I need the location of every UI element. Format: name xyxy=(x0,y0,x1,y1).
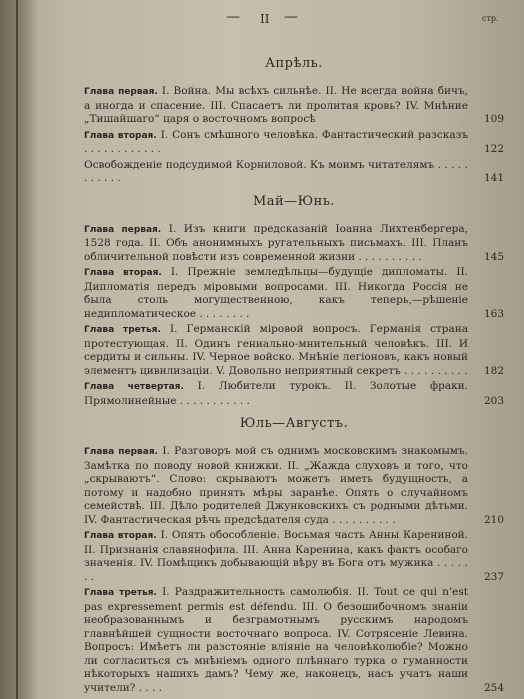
section-april xyxy=(84,56,504,186)
chapter-text: I. Сонъ смѣшного человѣка. Фантастический разсказъ . . . . . . . . . . . . xyxy=(84,128,468,155)
toc-entry xyxy=(84,586,504,695)
chapter-text: I. Опять обособленіе. Восьмая часть Анны Карениной. II. Признанія славянофила. III. Анна Каренина, какъ фактъ особаго значенія. IV. Помѣщикъ добывающій вѣру въ Бога отъ мужика . . . . . . . xyxy=(84,529,468,583)
toc-entry xyxy=(84,445,504,527)
toc-entry xyxy=(84,266,504,321)
page-ref: 210 xyxy=(483,513,504,526)
chapter-label: Глава первая. xyxy=(84,224,162,235)
chapter-text: I. Прежніе земледѣльцы—будущіе дипломаты. II. Дипломатія передъ міровыми вопросами. III. Никогда Россія не была столь могущественною, какъ теперь,—рѣшеніе недипломатическое . . . . . . . . xyxy=(84,266,468,320)
chapter-text: I. Раздражительность самолюбія. II. Tout ce qui n’est pas expressement permis est défendu. III. О безошибочномъ знаніи необразованнымъ и безграмотнымъ русскимъ народомъ главнѣйшей сущности восточнаго вопроса. IV. Сотрясеніе Левина. Вопросъ: Имѣетъ ли разстояніе вліяніе на человѣколюбіе? Можно ли согласиться съ мнѣніемъ одного плѣннаго турка о гуманности нѣкоторыхъ нашихъ дамъ? Чему же, наконецъ, насъ учатъ наши учители? . . . . xyxy=(84,586,468,694)
chapter-label: Глава третья. xyxy=(84,325,161,335)
book-spine xyxy=(16,0,18,699)
page-ref: 109 xyxy=(483,113,504,125)
chapter-text: I. Изъ книги предсказаній Іоанна Лихтенбергера, 1528 года. II. Объ анонимныхъ ругательныхъ письмахъ. III. Планъ обличительной повѣсти изъ современной жизни . . . . . . . . . . xyxy=(84,222,468,263)
section-title: Апрѣль. xyxy=(265,56,323,71)
chapter-label: Глава четвертая. xyxy=(84,382,184,392)
toc-entry xyxy=(84,85,504,127)
page-ref: 122 xyxy=(483,143,504,155)
chapter-label: Глава третья. xyxy=(84,588,157,598)
section-title: Май—Юнь. xyxy=(252,193,336,209)
chapter-text: I. Разговоръ мой съ однимъ московскимъ знакомымъ. Замѣтка по поводу новой книжки. II. „Жажда слуховъ и того, что „скрываютъ“. Слово: скрываютъ можетъ иметь будущность, а потому и надобно принять мѣры заранѣе. Опять о случайномъ семействѣ. III. Дѣло родителей Джунковскихъ съ родными дѣтьми. IV. Фантастическая рѣчь предсѣдателя суда . . . . . . . . . . xyxy=(84,445,468,526)
page-number: II xyxy=(260,12,270,26)
toc-entry xyxy=(84,159,504,186)
chapter-text: I. Любители турокъ. II. Золотые фраки. Прямолинейные . . . . . . . . . . . xyxy=(84,380,469,407)
page-ref: 254 xyxy=(483,681,504,694)
page-ref: 141 xyxy=(483,172,504,184)
toc-entry xyxy=(84,323,504,378)
page-column-label: стр. xyxy=(482,14,499,23)
chapter-text: Освобожденіе подсудимой Корниловой. Къ моимъ читателямъ . . . . . . . . . . . xyxy=(84,158,468,184)
chapter-label: Глава вторая. xyxy=(84,268,162,278)
chapter-label: Глава первая. xyxy=(84,447,159,457)
chapter-text: I. Германскій міровой вопросъ. Германія страна протестующая. II. Одинъ гениально-мнительный человѣкъ. III. И сердиты и сильны. IV. Черное войско. Мнѣніе легіоновъ, какъ новый элементъ цивилизаціи. V. Довольно неприятный секретъ . . . . . . . . . . xyxy=(84,323,469,377)
chapter-label: Глава вторая. xyxy=(84,130,157,141)
section-title: Юль—Августъ. xyxy=(239,416,349,431)
page-ref: 163 xyxy=(483,307,504,320)
toc-entry xyxy=(84,223,504,265)
header-dash-left: — xyxy=(226,9,240,25)
page-ref: 145 xyxy=(483,250,504,263)
book-gutter xyxy=(0,0,38,699)
page-ref: 182 xyxy=(483,364,504,377)
chapter-text: I. Война. Мы всѣхъ сильнѣе. II. Не всегда война бичъ, а иногда и спасение. III. Спасаетъ ли пролитая кровь? IV. Мнѣние „Тишайшаго“ царя о восточномъ вопросѣ xyxy=(84,85,468,125)
toc-entry xyxy=(84,529,504,584)
section-may-june xyxy=(84,194,504,409)
section-july-august xyxy=(84,416,504,695)
table-of-contents xyxy=(84,48,504,697)
page-ref: 203 xyxy=(483,394,504,407)
toc-entry xyxy=(84,380,504,408)
page-ref: 237 xyxy=(483,570,504,583)
chapter-label: Глава первая. xyxy=(84,87,158,97)
header-dash-right: — xyxy=(284,9,298,25)
page-header xyxy=(0,4,524,34)
chapter-label: Глава вторая. xyxy=(84,531,157,541)
toc-entry xyxy=(84,129,504,157)
